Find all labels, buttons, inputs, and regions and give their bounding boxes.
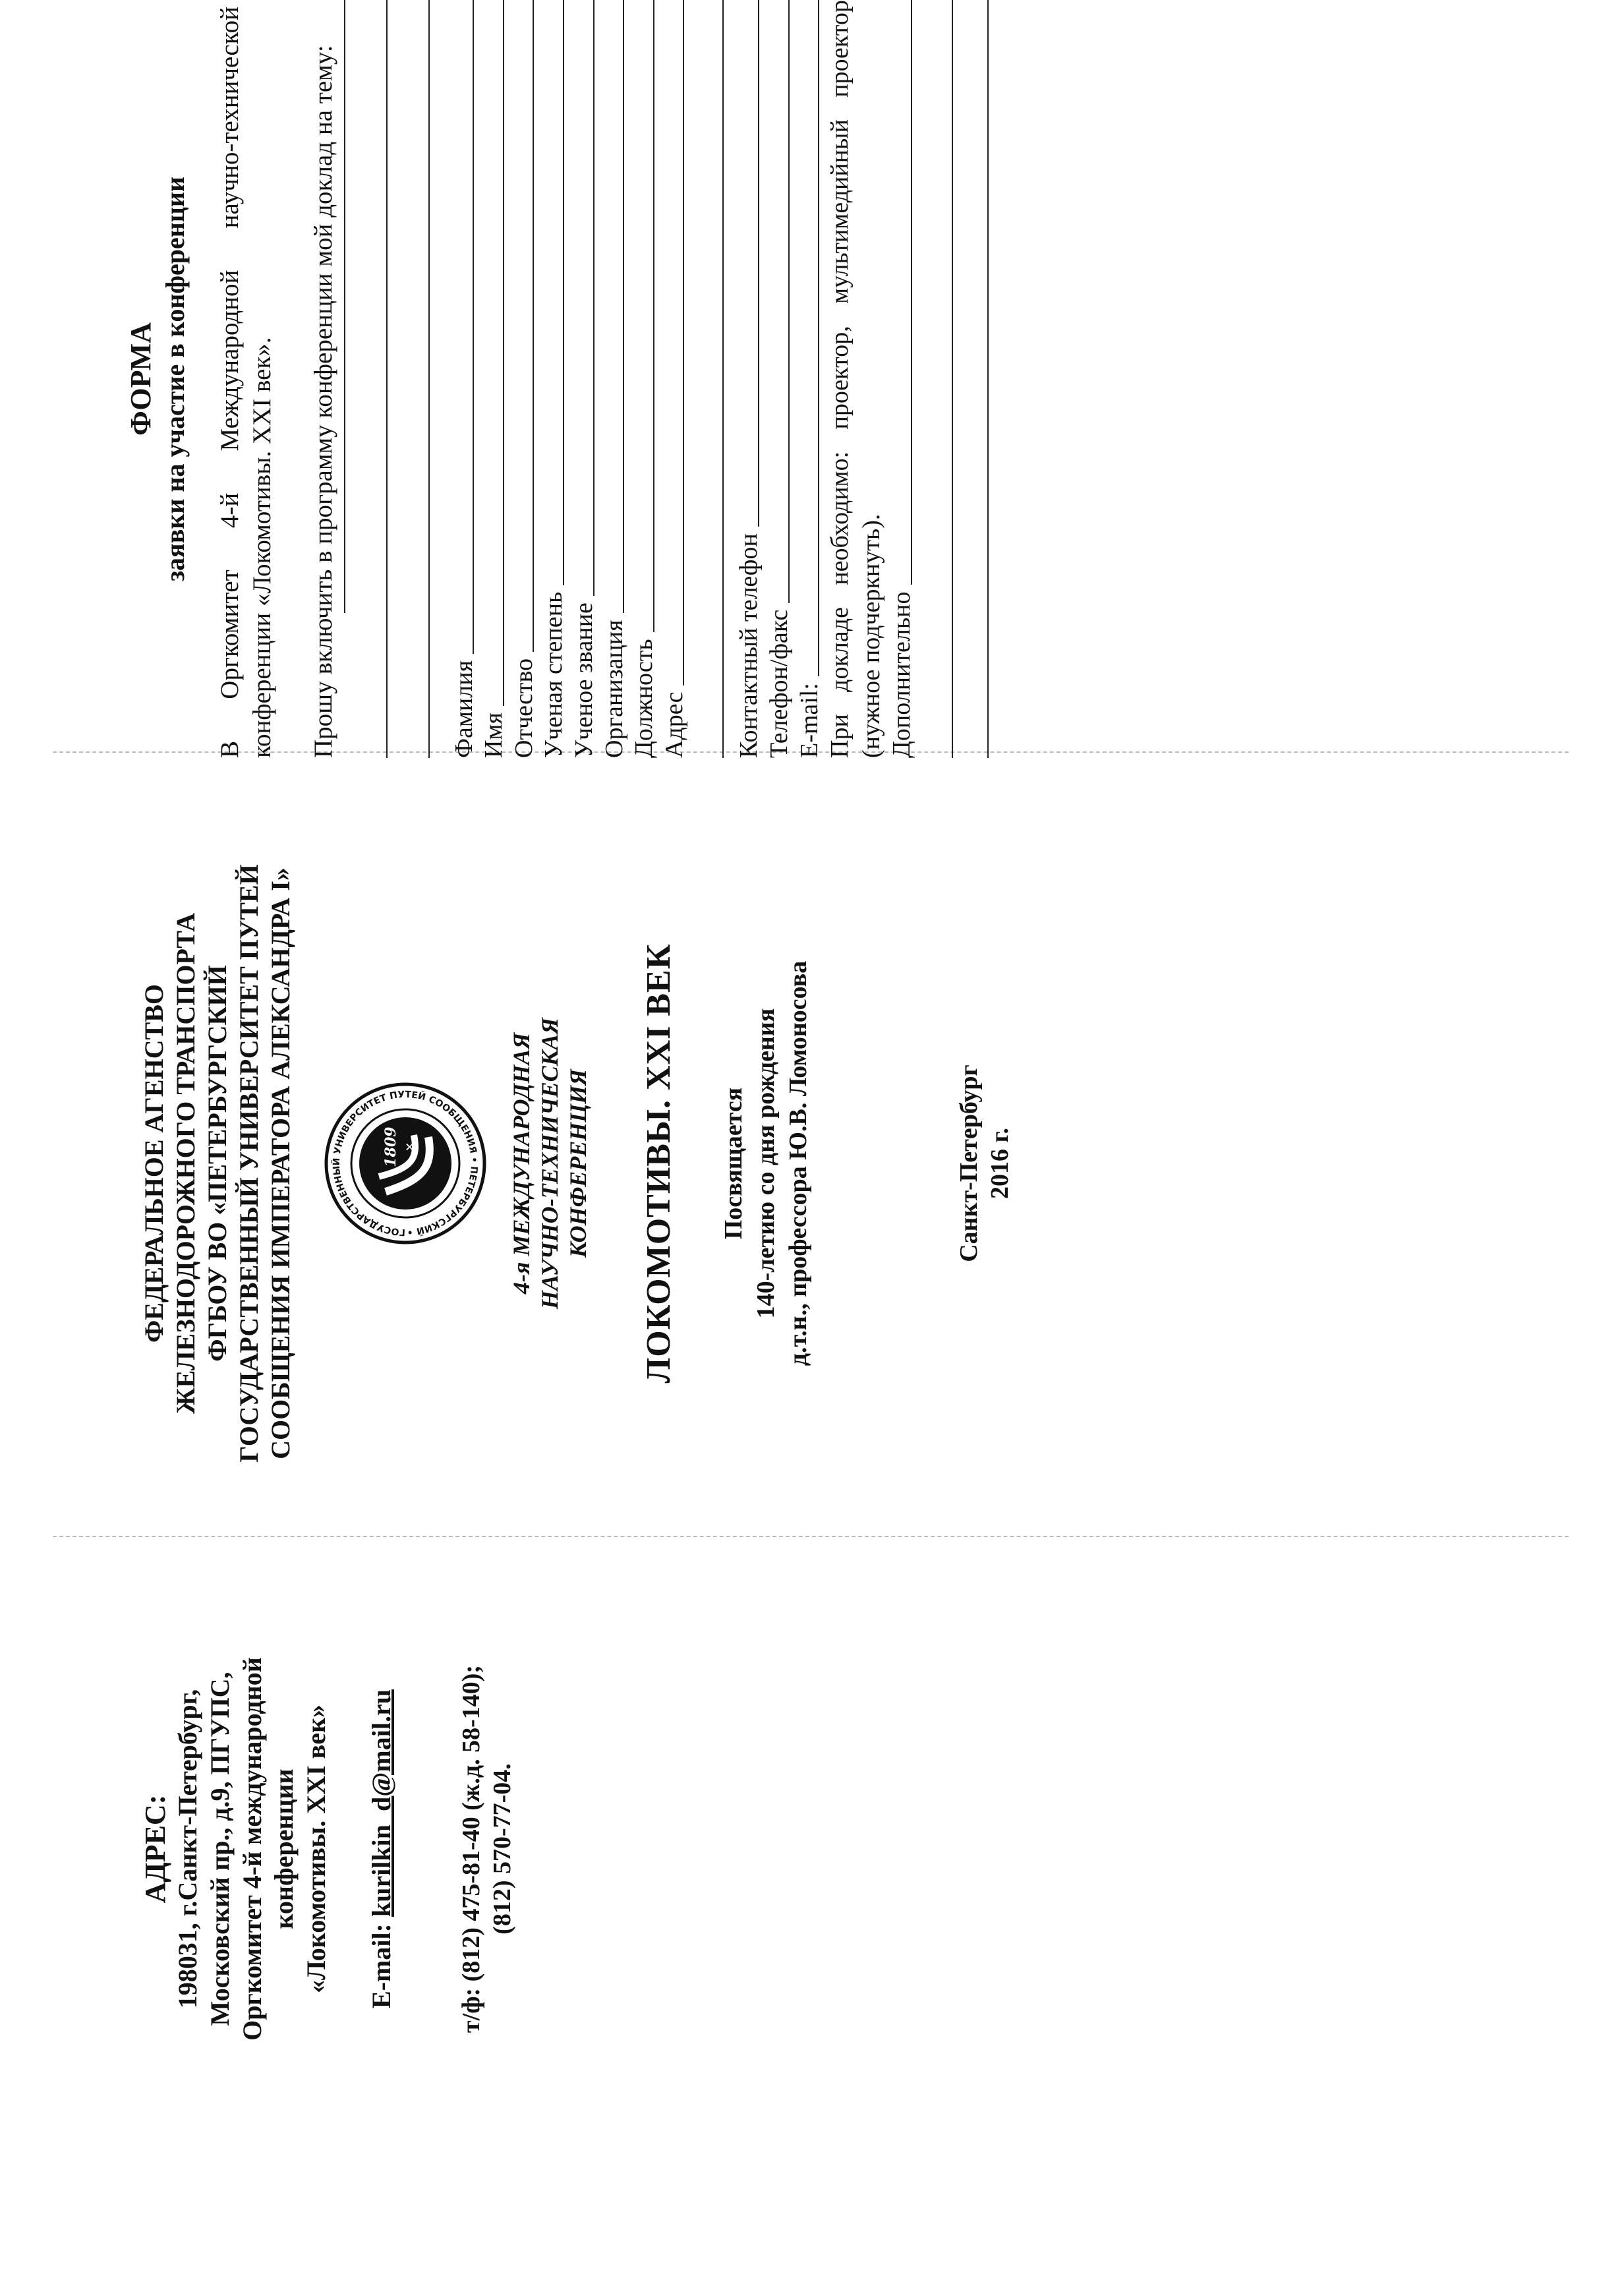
svg-text:✕: ✕ [403,1142,417,1152]
phone-line: т/ф: (812) 475-81-40 (ж.д. 58-140); [457,1664,485,2033]
org-line: ЖЕЛЕЗНОДОРОЖНОГО ТРАНСПОРТА [171,913,200,1414]
address-line: конференции [269,1768,299,1929]
field-phone-fax[interactable] [765,0,795,758]
conf-type-line: НАУЧНО-ТЕХНИЧЕСКАЯ [536,1018,564,1309]
field-line[interactable] [563,0,564,585]
field-label: E-mail: [795,683,823,758]
city: Санкт-Петербург [954,1065,983,1262]
field-line[interactable] [533,0,534,652]
university-seal-logo [323,1081,488,1246]
field-surname[interactable] [450,0,480,758]
topic-line[interactable] [428,0,430,758]
field-label: Дополнительно [888,591,916,758]
email-block [366,1470,397,2228]
org-line: СООБЩЕНИЯ ИМПЕРАТОРА АЛЕКСАНДРА I» [266,867,295,1459]
year: 2016 г. [986,1128,1014,1199]
address-line: Оргкомитет 4-й международной [237,1657,267,2041]
phone-block [456,1470,519,2228]
form-subtitle: заявки на участие в конференции [160,177,190,582]
field-line[interactable] [683,0,684,686]
dedication-line: д.т.н., профессора Ю.В. Ломоносова [784,960,813,1366]
seal-icon [323,1081,488,1246]
field-line[interactable] [473,0,474,654]
field-line[interactable] [758,0,759,527]
field-line[interactable] [653,0,654,632]
field-label: Имя [480,713,508,758]
field-first-name[interactable] [479,0,509,758]
field-line[interactable] [503,0,504,706]
topic-line[interactable] [344,0,345,613]
personal-fields [450,0,724,758]
field-patronymic[interactable] [509,0,540,758]
field-label: Контактный телефон [735,533,763,758]
phone-line: (812) 570-77-04. [488,1763,517,1935]
field-contact-phone[interactable] [734,0,765,758]
field-label: Адрес [660,691,688,758]
projector-note: При докладе необходимо: проектор, мультимедийный проектор (нужное подчеркнуть). [826,0,885,758]
address-heading: АДРЕС: [139,1794,171,1904]
city-year-block [954,784,1016,1542]
field-academic-title[interactable] [569,0,600,758]
org-line: ФЕДЕРАЛЬНОЕ АГЕНСТВО [139,983,169,1343]
address-extra-line[interactable] [722,0,724,758]
field-label: Фамилия [450,660,478,758]
field-label: Ученое звание [570,602,598,758]
email-link[interactable]: kurilkin_d@mail.ru [366,1689,396,1917]
report-topic-lines [344,0,430,758]
additional-line[interactable] [952,0,953,758]
form-intro: В Оргкомитет 4-й Международной научно-технической конференции «Локомотивы. XXI век». [216,7,277,758]
conference-type [508,784,593,1542]
org-line: ФГБОУ ВО «ПЕТЕРБУРГСКИЙ [202,965,232,1362]
address-line: «Локомотивы. XXI век» [301,1704,332,1994]
field-address[interactable] [660,0,690,758]
email-label: E-mail: [366,1923,396,2008]
contact-fields [734,0,825,758]
topic-line[interactable] [386,0,388,758]
field-line[interactable] [593,0,594,596]
organization-block [138,784,297,1542]
field-label: Телефон/факс [765,609,793,758]
dedication-line: 140-летию со дня рождения [751,1008,780,1319]
address-line: Московский пр., д.9, ПГУПС, [204,1672,235,2026]
field-line[interactable] [623,0,624,613]
field-line[interactable] [788,0,790,603]
form-request: Прошу включить в программу конференции мой доклад на тему: [308,45,337,758]
address-line: 198031, г.Санкт-Петербург, [173,1689,202,2009]
conference-name: ЛОКОМОТИВЫ. XXI ВЕК [639,943,678,1384]
additional-line[interactable] [987,0,989,758]
conf-type-line: 4-я МЕЖДУНАРОДНАЯ [508,1032,535,1295]
conf-type-line: КОНФЕРЕНЦИЯ [565,1068,592,1258]
seal-year: 1809 [382,1126,399,1167]
field-label: Должность [630,639,658,758]
field-organization[interactable] [600,0,630,758]
field-degree[interactable] [539,0,569,758]
address-block [172,1470,333,2228]
field-line[interactable] [911,0,912,585]
address-panel [105,1470,791,2228]
field-label: Отчество [509,658,538,758]
field-label: Ученая степень [540,591,568,758]
field-additional[interactable] [887,0,917,758]
field-line[interactable] [818,0,819,676]
cover-panel [105,784,1015,1542]
dedication-block [718,784,815,1542]
field-email[interactable] [795,0,825,758]
seal-ring-text: ГОСУДАРСТВЕННЫЙ УНИВЕРСИТЕТ ПУТЕЙ СООБЩЕНИЯ • ПЕТЕРБУРГСКИЙ • [331,1089,480,1238]
dedication-line: Посвящается [719,1087,747,1240]
application-form-panel [105,0,1312,758]
org-line: ГОСУДАРСТВЕННЫЙ УНИВЕРСИТЕТ ПУТЕЙ [234,864,264,1463]
field-position[interactable] [629,0,660,758]
form-title: ФОРМА [125,322,157,436]
field-label: Организация [600,620,628,758]
